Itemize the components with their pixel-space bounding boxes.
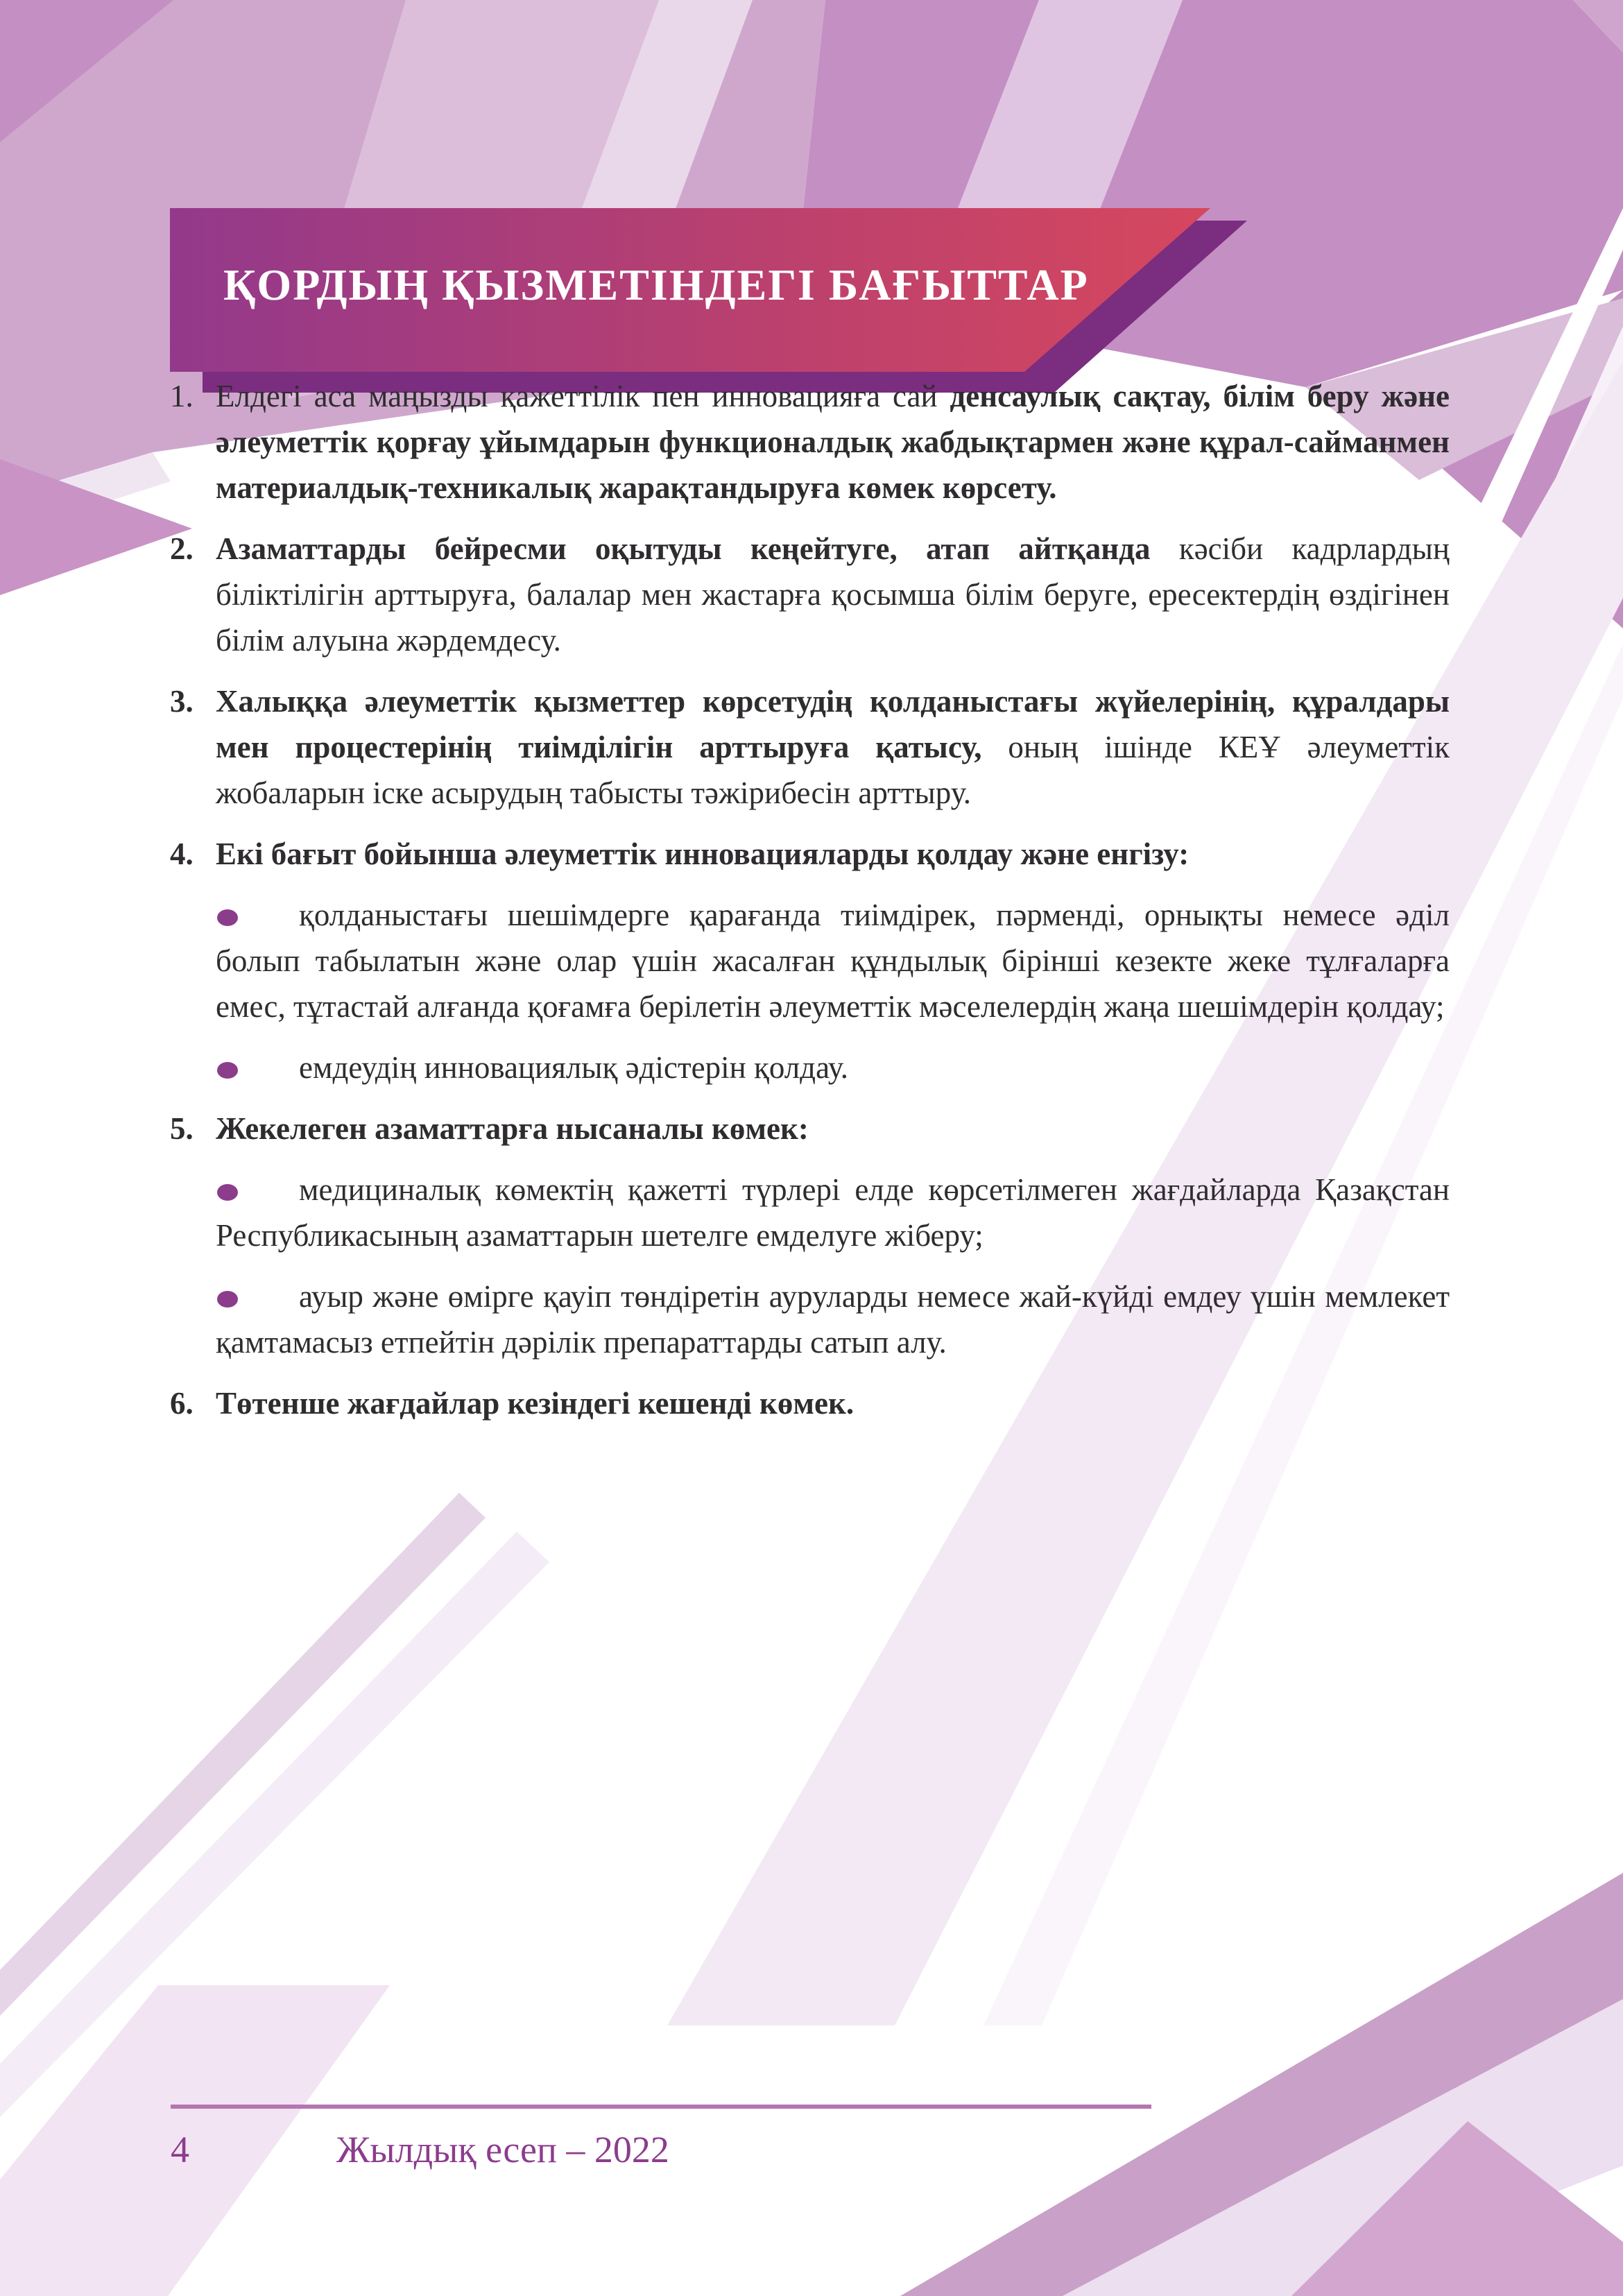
bullet-dot-icon: [216, 1167, 299, 1213]
bullet-item: [216, 1045, 1450, 1090]
item-text: Екі бағыт бойынша әлеуметтік инновацияларды қолдау және енгізу:: [216, 837, 1190, 871]
item-text: Елдегі аса маңызды қажеттілік пен инновацияға сай: [216, 379, 950, 413]
page-title: ҚОРДЫҢ ҚЫЗМЕТІНДЕГІ БАҒЫТТАР: [223, 260, 1089, 309]
item-number: 4.: [170, 837, 194, 871]
list-item: [170, 678, 1450, 816]
item-number: 6.: [170, 1386, 194, 1421]
item-text: оның ішінде КЕҰ әлеуметтік жобаларын іске асырудың табысты тәжірибесін арттыру.: [216, 730, 1450, 810]
bullet-item: [216, 1167, 1450, 1258]
item-text: Халыққа әлеуметтік қызметтер көрсетудің қолданыстағы жүйелерінің, құралдары мен процестерінің тиімділігін арттыруға қатысу,: [216, 684, 1450, 764]
item-text: кәсіби кадрлардың біліктілігін арттыруға, балалар мен жастарға қосымша білім беруге, ересектердің өздігінен білім алуына жәрдемдесу.: [216, 531, 1450, 658]
directions-list: [170, 373, 1450, 1441]
footer-page-number: 4: [171, 2129, 189, 2170]
item-text: денсаулық сақтау, білім беру және әлеуметтік қорғау ұйымдарын функционалдық жабдықтармен және құрал-сайманмен материалдық-техникалық жарақтандыруға көмек көрсету.: [216, 379, 1450, 505]
item-text: Азаматтарды бейресми оқытуды кеңейтуге, атап айтқанда: [216, 531, 1179, 566]
bullet-text: қолданыстағы шешімдерге қарағанда тиімдірек, пәрменді, орнықты немесе әділ болып табылатын және олар үшін жасалған құндылық бірінші кезекте жеке тұлғаларға емес, тұтастай алғанда қоғамға берілетін әлеуметтік мәселелердің жаңа шешімдерін қолдау;: [216, 898, 1450, 1024]
list-item: [170, 526, 1450, 663]
item-text: Жекелеген азаматтарға нысаналы көмек:: [216, 1111, 809, 1146]
footer-rule: [171, 2105, 1151, 2109]
bullet-dot-icon: [216, 892, 299, 938]
bullet-text: емдеудің инновациялық әдістерін қолдау.: [299, 1050, 849, 1085]
bullet-text: медициналық көмектің қажетті түрлері елде көрсетілмеген жағдайларда Қазақстан Республикасының азаматтарын шетелге емделуге жіберу;: [216, 1172, 1450, 1253]
item-text: Төтенше жағдайлар кезіндегі кешенді көмек.: [216, 1386, 855, 1421]
item-number: 3.: [170, 684, 194, 719]
bullet-item: [216, 1274, 1450, 1365]
list-item: [170, 831, 1450, 1090]
item-number: 1.: [170, 379, 194, 413]
bullet-dot-icon: [216, 1045, 299, 1090]
list-item: [170, 373, 1450, 511]
item-number: 5.: [170, 1111, 194, 1146]
footer-report-title: Жылдық есеп – 2022: [336, 2129, 669, 2170]
bullet-text: ауыр және өмірге қауіп төндіретін ауруларды немесе жай-күйді емдеу үшін мемлекет қамтамасыз етпейтін дәрілік препараттарды сатып алу.: [216, 1279, 1450, 1360]
list-item: [170, 1106, 1450, 1365]
item-number: 2.: [170, 531, 194, 566]
list-item: [170, 1380, 1450, 1426]
bullet-dot-icon: [216, 1274, 299, 1319]
bullet-item: [216, 892, 1450, 1029]
